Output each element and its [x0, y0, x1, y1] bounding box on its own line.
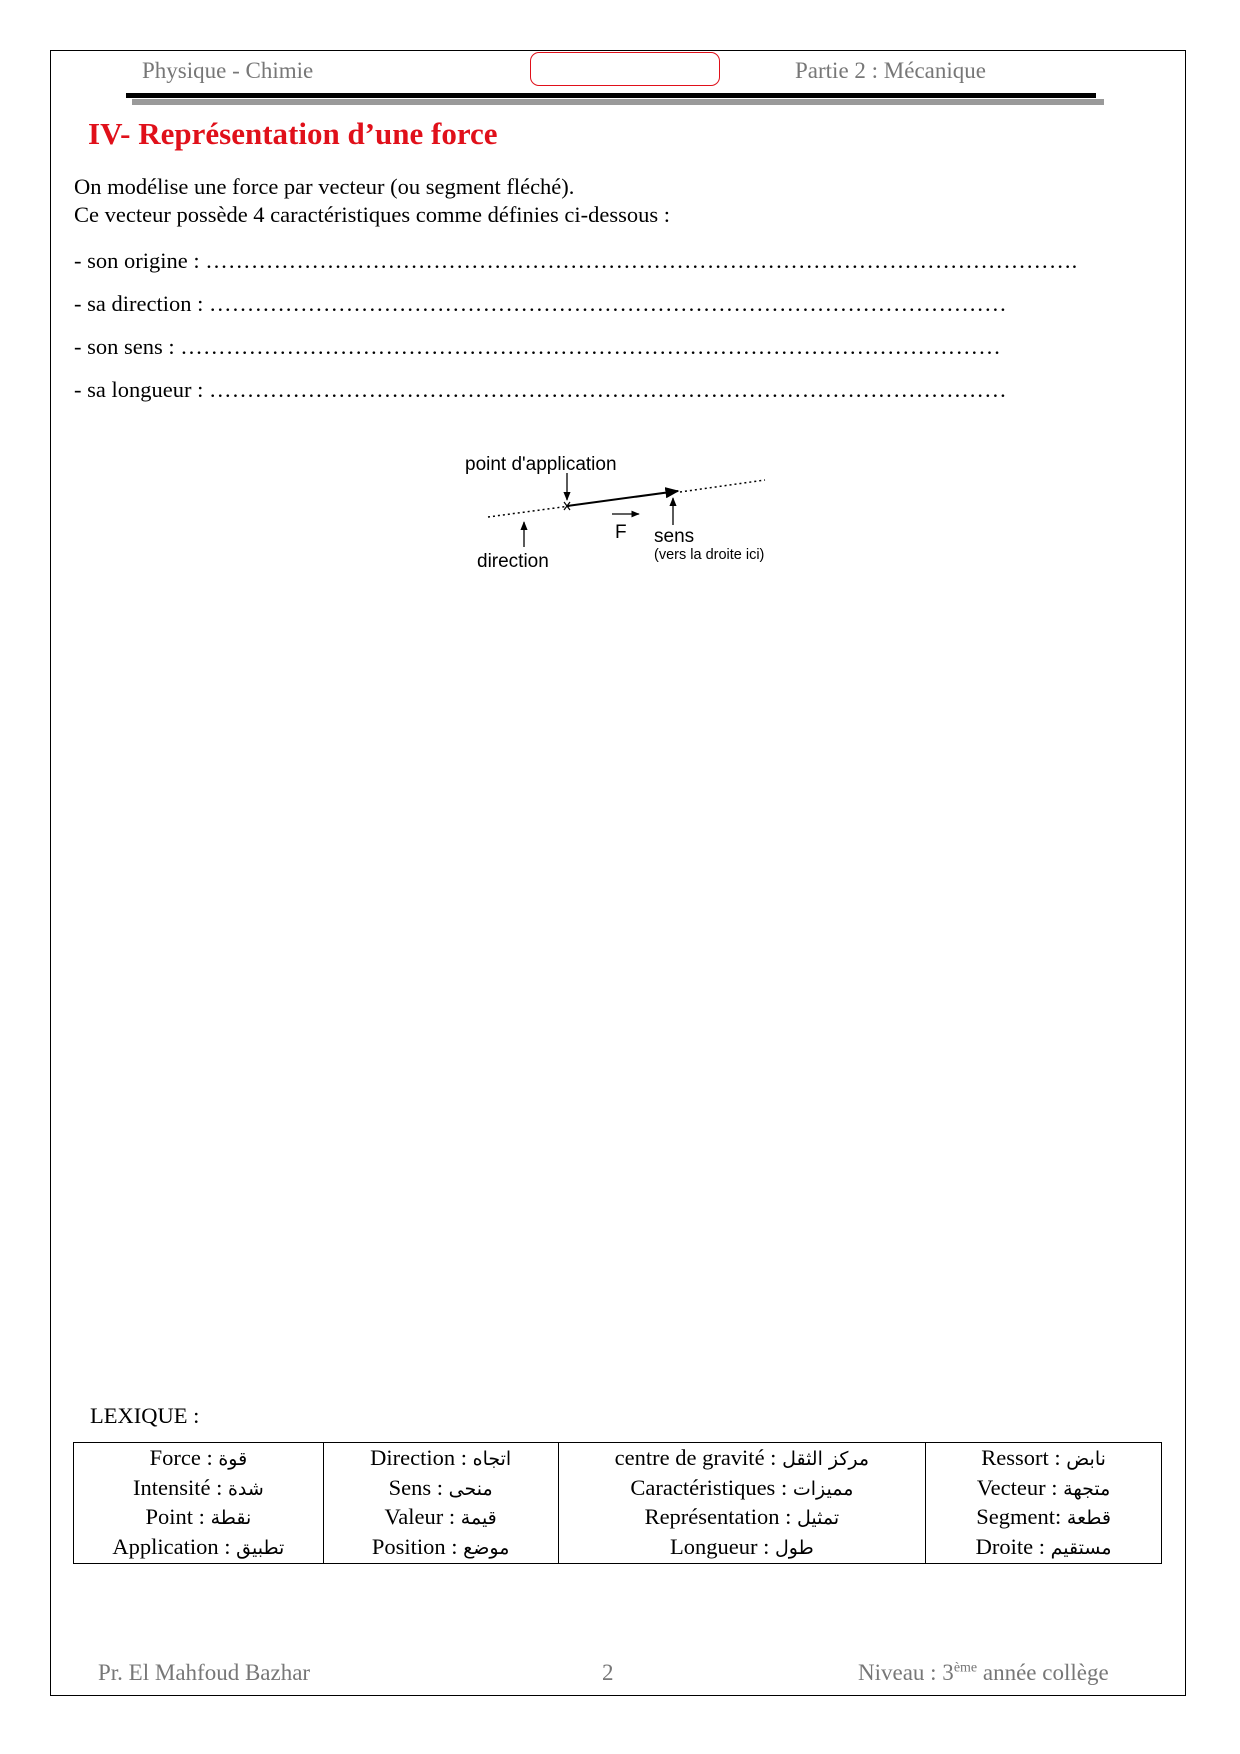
lexique-entry: Segment: قطعة — [976, 1504, 1111, 1529]
field-blank: ……………………………………………………………………………………………… — [180, 334, 1002, 359]
footer-page-number: 2 — [602, 1660, 614, 1685]
header-part: Partie 2 : Mécanique — [795, 58, 986, 83]
field-label: - sa longueur : — [74, 377, 209, 402]
header-rule — [126, 93, 1096, 98]
lexique-column-1 — [74, 1443, 324, 1564]
field-sens — [74, 334, 1174, 360]
direction-line-right — [680, 480, 765, 492]
direction-label: direction — [477, 551, 549, 572]
footer-author: Pr. El Mahfoud Bazhar — [98, 1660, 311, 1685]
direction-line-left — [488, 506, 570, 517]
lexique-entry: Position : موضع — [371, 1533, 510, 1559]
field-blank: …………………………………………………………………………………………… — [208, 377, 1007, 402]
lexique-entry: Caractéristiques : مميزات — [630, 1474, 854, 1500]
intro-line-1: On modélise une force par vecteur (ou segment fléché). — [74, 174, 575, 199]
lexique-entry: Représentation : تمثيل — [644, 1504, 840, 1529]
point-application-label: point d'application — [465, 454, 617, 475]
lexique-column-2 — [323, 1443, 558, 1564]
header-rule-shadow — [132, 99, 1104, 105]
lexique-entry: Direction : اتجاه — [370, 1445, 512, 1470]
lexique-row — [74, 1443, 1162, 1564]
field-origine — [74, 248, 1174, 274]
field-direction — [74, 291, 1174, 317]
field-label: - son sens : — [74, 334, 181, 359]
lexique-column-4 — [926, 1443, 1162, 1564]
lexique-entry: Vecteur : متجهة — [976, 1474, 1111, 1500]
vector-label: F — [615, 522, 627, 543]
lexique-entry: Application : تطبيق — [112, 1533, 285, 1559]
section-title: IV- Représentation d’une force — [88, 116, 498, 151]
field-blank: …………………………………………………………………………………………… — [208, 291, 1007, 316]
field-label: - son origine : — [74, 248, 206, 273]
sens-note: (vers la droite ici) — [654, 547, 765, 563]
force-vector-arrow — [567, 491, 678, 506]
lexique-table — [73, 1442, 1162, 1564]
header-empty-box — [530, 52, 720, 86]
lexique-entry: Force : قوة — [149, 1445, 248, 1470]
lexique-entry: Point : نقطة — [145, 1504, 252, 1529]
sens-label: sens — [654, 526, 695, 547]
intro-line-2: Ce vecteur possède 4 caractéristiques comme définies ci-dessous : — [74, 202, 671, 227]
lexique-column-3 — [558, 1443, 926, 1564]
lexique-entry: Ressort : نابض — [981, 1445, 1106, 1470]
lexique-entry: Droite : مستقيم — [975, 1533, 1112, 1559]
lexique-entry: Intensité : شدة — [132, 1474, 264, 1500]
lexique-title: LEXIQUE : — [90, 1403, 200, 1428]
lexique-entry: centre de gravité : مركز الثقل — [614, 1445, 870, 1470]
lexique-entry: Valeur : قيمة — [384, 1504, 497, 1529]
lexique-entry: Longueur : طول — [670, 1533, 814, 1559]
header-subject: Physique - Chimie — [142, 58, 314, 83]
field-blank: ……………………………………………………………………………………………………. — [205, 248, 1078, 273]
footer-level: Niveau : 3ème année collège — [858, 1660, 1109, 1685]
field-longueur — [74, 377, 1174, 403]
lexique-entry: Sens : منحى — [388, 1474, 493, 1500]
force-vector-diagram — [440, 440, 820, 590]
field-label: - sa direction : — [74, 291, 209, 316]
